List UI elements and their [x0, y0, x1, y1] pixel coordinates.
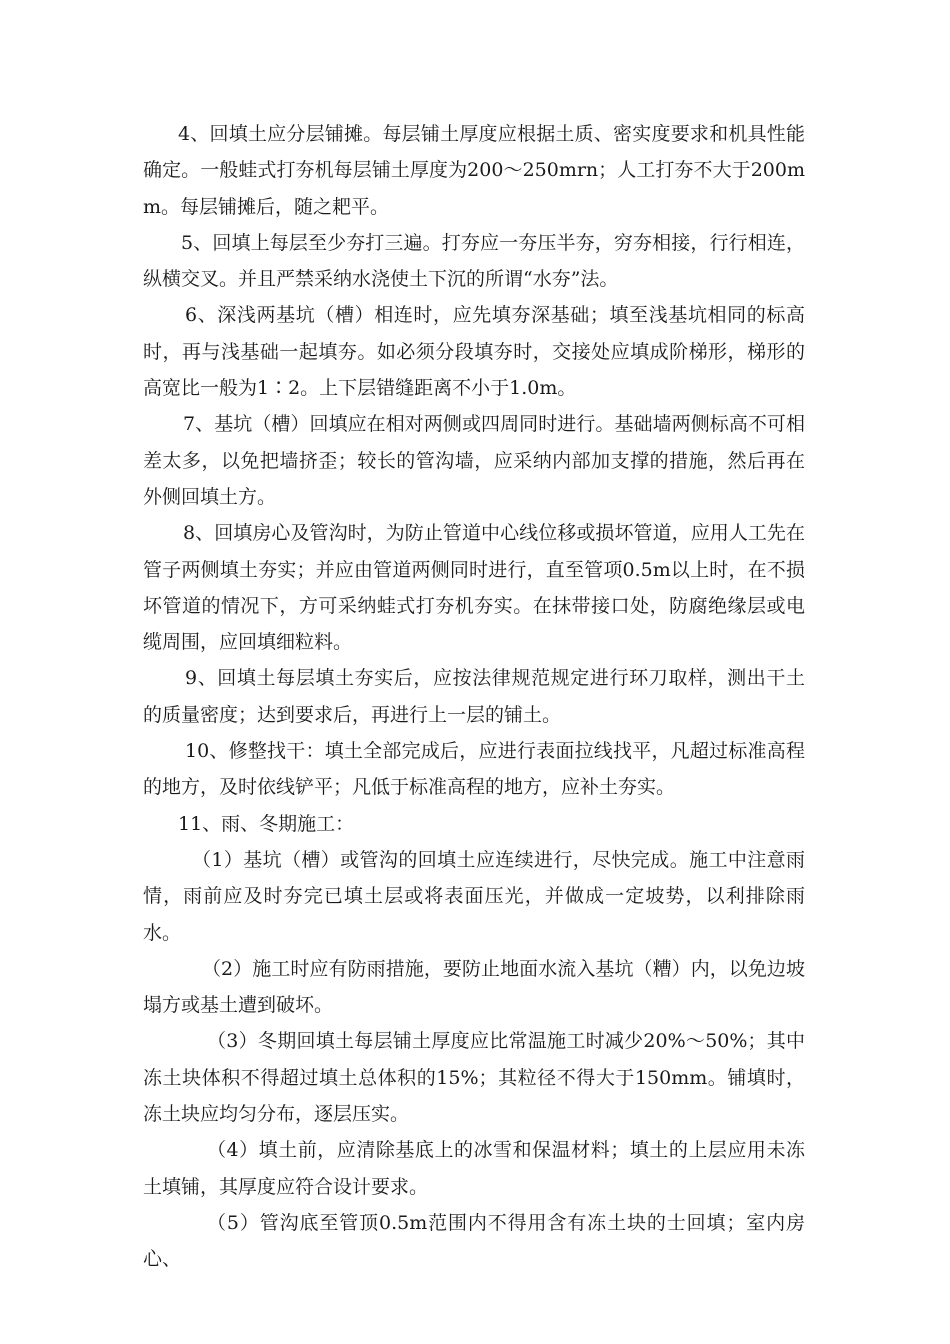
paragraph-7: 7、基坑（槽）回填应在相对两侧或四周同时进行。基础墙两侧标高不可相差太多，以免把墙挤歪；较长的管沟墙，应采纳内部加支撑的措施，然后再在外侧回填土方。 — [143, 413, 805, 508]
paragraph-10: 10、修整找干：填土全部完成后，应进行表面拉线找平，凡超过标准高程的地方，及时依线铲平；凡低于标准高程的地方，应补土夯实。 — [143, 740, 805, 799]
paragraph-11-heading: 11、雨、冬期施工： — [178, 812, 355, 835]
paragraph-5: 5、回填上每层至少夯打三遍。打夯应一夯压半夯，穷夯相接，行行相连，纵横交叉。并且严禁采纳水浇使土下沉的所谓“水夯”法。 — [143, 231, 805, 291]
paragraph-11-4: （4）填土前，应清除基底上的冰雪和保温材料；填土的上层应用未冻土填铺，其厚度应符合设计要求。 — [143, 1139, 805, 1198]
paragraph-9: 9、回填土每层填土夯实后，应按法律规范规定进行环刀取样，测出干土的质量密度；达到要求后，再进行上一层的铺土。 — [143, 667, 805, 726]
paragraph-11-3: （3）冬期回填土每层铺土厚度应比常温施工时减少20%～50%；其中冻土块体积不得超过填土总体积的15%；其粒径不得大于150mm。铺填时，冻土块应均匀分布，逐层压实。 — [143, 1030, 805, 1126]
paragraph-6: 6、深浅两基坑（槽）相连时，应先填夯深基础；填至浅基坑相同的标高时，再与浅基础一起填夯。如必须分段填夯时，交接处应填成阶梯形，梯形的高宽比一般为1∶2。上下层错缝距离不小于1.0m。 — [143, 304, 805, 400]
paragraph-11-5: （5）管沟底至管顶0.5m范围内不得用含有冻土块的士回填；室内房心、 — [143, 1211, 805, 1271]
document-page — [143, 116, 805, 1278]
paragraph-11-2: （2）施工时应有防雨措施，要防止地面水流入基坑（糟）内，以免边坡塌方或基土遭到破坏。 — [143, 957, 805, 1017]
paragraph-4: 4、回填土应分层铺摊。每层铺土厚度应根据土质、密实度要求和机具性能确定。一般蛙式打夯机每层铺土厚度为200～250mrn；人工打夯不大于200mm。每层铺摊后，随之耙平。 — [143, 123, 805, 218]
paragraph-8: 8、回填房心及管沟时，为防止管道中心线位移或损坏管道，应用人工先在管子两侧填土夯实；并应由管道两侧同时进行，直至管项0.5m以上时，在不损坏管道的情况下，方可采纳蛙式打夯机夯实。在抹带接口处，防腐绝缘层或电缆周围，应回填细粒料。 — [143, 522, 805, 654]
paragraph-11-1: （1）基坑（槽）或管沟的回填土应连续进行，尽快完成。施工中注意雨情，雨前应及时夯完已填土层或将表面压光，并做成一定坡势，以利排除雨水。 — [143, 848, 805, 944]
